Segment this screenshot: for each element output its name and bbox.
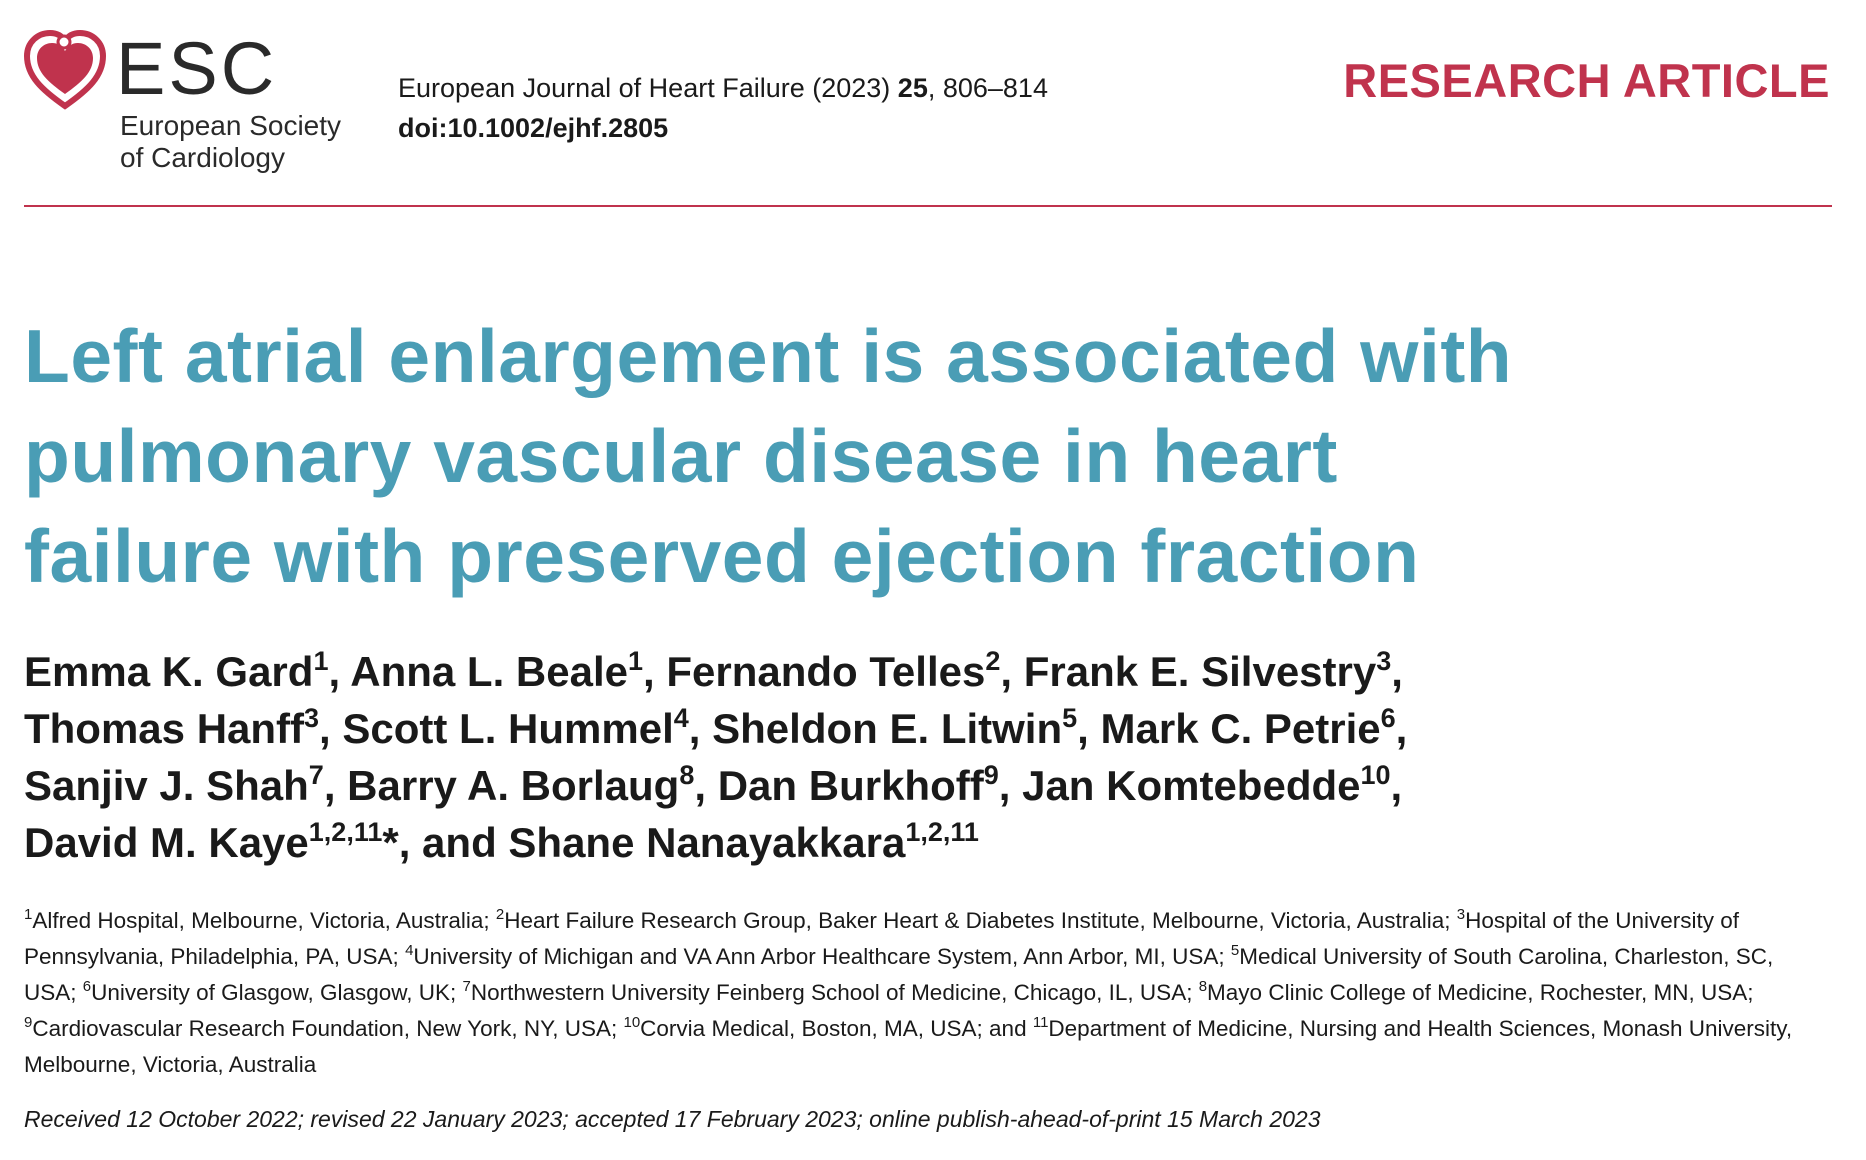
affiliation-number: 3	[1456, 906, 1466, 923]
affiliation-text: Hospital of the University of Pennsylvania, Philadelphia, PA, USA;	[24, 908, 1739, 969]
esc-logo	[24, 27, 364, 180]
author-affiliation-ref: 1	[313, 646, 329, 676]
author-affiliation-ref: 5	[1062, 703, 1078, 733]
author-name[interactable]: Scott L. Hummel	[342, 705, 674, 752]
journal-volume: 25	[897, 73, 928, 103]
affiliation-number: 8	[1198, 978, 1208, 995]
affiliation-number: 2	[495, 906, 505, 923]
affiliation-number: 10	[623, 1014, 641, 1031]
author-affiliation-ref: 3	[1376, 646, 1392, 676]
affiliation-text: Heart Failure Research Group, Baker Heart & Diabetes Institute, Melbourne, Victoria, Australia;	[504, 908, 1457, 933]
affiliation-text: Corvia Medical, Boston, MA, USA; and	[640, 1016, 1033, 1041]
author-name[interactable]: Frank E. Silvestry	[1023, 648, 1377, 695]
author-line: Emma K. Gard$^1$, Anna L. Beale$^1$, Fernando Telles$^2$, Frank E. Silvestry$^3$,	[24, 646, 1403, 695]
affiliation-number: 9	[24, 1014, 33, 1031]
logo-acronym: ESC	[116, 27, 278, 110]
author-line: Sanjiv J. Shah$^7$, Barry A. Borlaug$^8$, Dan Burkhoff$^9$, Jan Komtebedde$^{10}$,	[24, 760, 1403, 809]
article-type-label: RESEARCH ARTICLE	[1343, 54, 1830, 107]
author-affiliation-ref: 2	[985, 646, 1001, 676]
journal-pages: , 806–814	[927, 73, 1048, 103]
journal-doi[interactable]: doi:10.1002/ejhf.2805	[398, 113, 669, 143]
affiliation-number: 7	[462, 978, 471, 995]
author-name[interactable]: Mark C. Petrie	[1100, 705, 1381, 752]
logo-society-line2: of Cardiology	[120, 142, 285, 173]
journal-line	[398, 68, 1048, 108]
author-affiliation-ref: 9	[983, 760, 999, 790]
author-list	[24, 643, 1724, 871]
author-name[interactable]: Jan Komtebedde	[1022, 762, 1361, 809]
logo-society-name	[120, 110, 341, 174]
author-affiliation-ref: 1	[628, 646, 644, 676]
affiliation-text: University of Glasgow, Glasgow, UK;	[91, 980, 463, 1005]
author-name[interactable]: Dan Burkhoff	[717, 762, 984, 809]
author-name[interactable]: Fernando Telles	[666, 648, 986, 695]
author-affiliation-ref: 7	[308, 760, 324, 790]
affiliation-text: Mayo Clinic College of Medicine, Rochester, MN, USA;	[1207, 980, 1754, 1005]
affiliation-text: Alfred Hospital, Melbourne, Victoria, Australia;	[32, 908, 496, 933]
title-line: Left atrial enlargement is associated with	[24, 314, 1513, 398]
affiliation-number: 5	[1230, 942, 1240, 959]
author-affiliation-ref: 10	[1360, 760, 1391, 790]
author-affiliation-ref: 4	[673, 703, 689, 733]
author-name[interactable]: Anna L. Beale	[350, 648, 628, 695]
affiliation-text: University of Michigan and VA Ann Arbor Healthcare System, Ann Arbor, MI, USA;	[413, 944, 1231, 969]
journal-citation	[398, 68, 1048, 148]
affiliation-text: Northwestern University Feinberg School of Medicine, Chicago, IL, USA;	[470, 980, 1199, 1005]
author-name[interactable]: Emma K. Gard	[24, 648, 314, 695]
logo-society-line1: European Society	[120, 110, 342, 141]
author-affiliation-ref: 1,2,11	[308, 817, 383, 847]
affiliation-list	[24, 903, 1824, 1083]
author-affiliation-ref: 1,2,11	[905, 817, 979, 847]
esc-heart-logo-icon	[24, 30, 106, 112]
corresponding-author-mark: *	[382, 819, 399, 866]
title-line: pulmonary vascular disease in heart	[24, 414, 1338, 498]
article-dates: Received 12 October 2022; revised 22 January 2023; accepted 17 February 2023; online publish-ahead-of-print 15 March 2023	[24, 1106, 1321, 1132]
header-divider	[24, 205, 1832, 207]
author-name[interactable]: Barry A. Borlaug	[347, 762, 680, 809]
author-name[interactable]: Sheldon E. Litwin	[712, 705, 1063, 752]
author-affiliation-ref: 8	[679, 760, 695, 790]
author-affiliation-ref: 6	[1380, 703, 1396, 733]
author-affiliation-ref: 3	[304, 703, 320, 733]
affiliation-number: 4	[405, 942, 414, 959]
author-name[interactable]: Shane Nanayakkara	[508, 819, 906, 866]
affiliation-number: 1	[24, 906, 33, 923]
author-name[interactable]: David M. Kaye	[24, 819, 309, 866]
affiliation-number: 11	[1032, 1014, 1049, 1031]
author-name[interactable]: Sanjiv J. Shah	[24, 762, 309, 809]
affiliation-text: Cardiovascular Research Foundation, New York, NY, USA;	[32, 1016, 624, 1041]
affiliation-text: Medical University of South Carolina, Charleston, SC, USA;	[24, 944, 1774, 1005]
author-line: David M. Kaye$^{1,2,11}$*, and Shane Nanayakkara$^{1,2,11}$	[24, 817, 979, 866]
affiliation-number: 6	[82, 978, 92, 995]
article-title	[24, 306, 1724, 606]
author-name[interactable]: Thomas Hanff	[24, 705, 305, 752]
author-line: Thomas Hanff$^3$, Scott L. Hummel$^4$, Sheldon E. Litwin$^5$, Mark C. Petrie$^6$,	[24, 703, 1408, 752]
title-line: failure with preserved ejection fraction	[24, 514, 1420, 598]
journal-name-year: European Journal of Heart Failure (2023)	[398, 73, 891, 103]
affiliation-text: Department of Medicine, Nursing and Health Sciences, Monash University, Melbourne, Victoria, Australia	[24, 1016, 1793, 1077]
